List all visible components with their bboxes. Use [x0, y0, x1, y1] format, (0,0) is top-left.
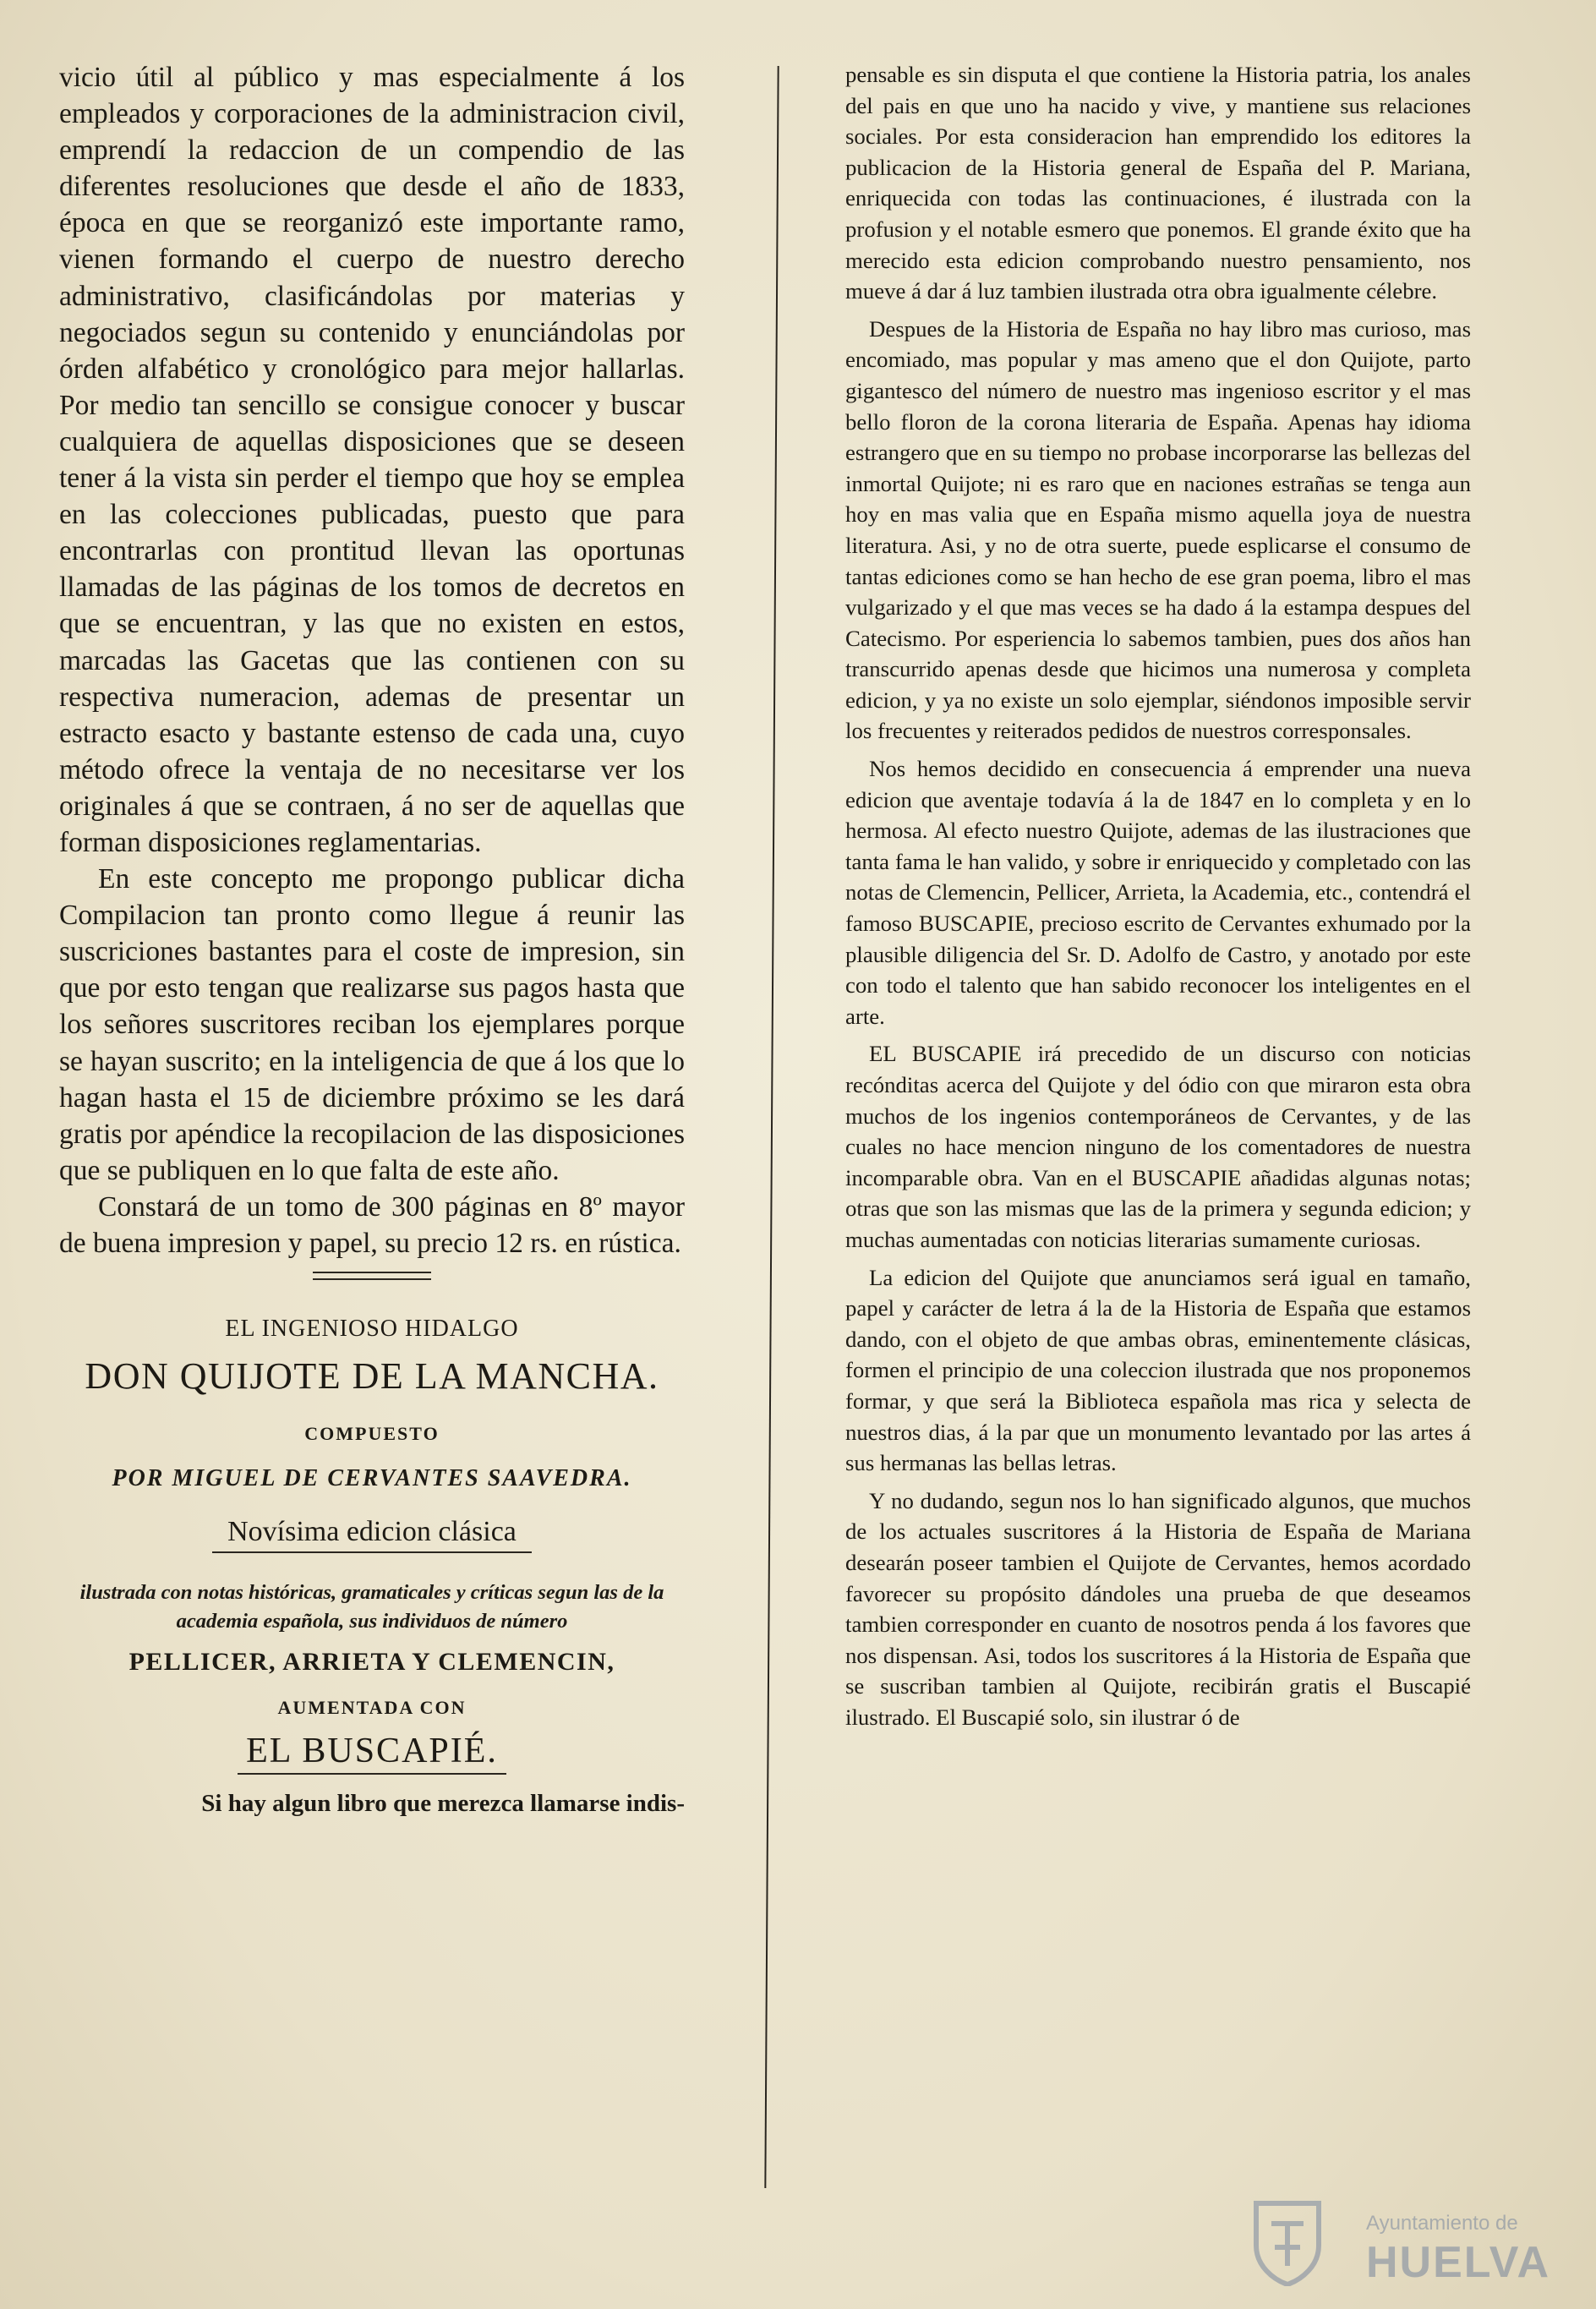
left-column	[59, 59, 685, 1818]
left-paragraph-3: Constará de un tomo de 300 páginas en 8º mayor de buena impresion y papel, su precio 12 rs. en rústica.	[59, 1190, 685, 1259]
right-paragraph-1: pensable es sin disputa el que contiene la Historia patria, los anales del pais en que uno ha nacido y vive, y mantiene sus relaciones sociales. Por esta consideracion han emprendido los editores la publicacion de la Historia general de España del P. Mariana, enriquecida con todas las continuaciones, é ilustrada con la profusion y el notable esmero que ponemos. El grande éxito que ha merecido esta edicion comprobando nuestro pensamiento, nos mueve á dar á luz tambien ilustrada otra obra igualmente célebre.	[845, 62, 1471, 304]
column-divider	[764, 66, 779, 2188]
right-paragraph-2: Despues de la Historia de España no hay libro mas curioso, mas encomiado, mas popular y mas ameno que el don Quijote, parto gigantesco del número de nuestro mas ingenioso escritor y el mas bello floron de la corona literaria de España. Apenas hay idioma estrangero que en su tiempo no probase incorporarse las bellezas del inmortal Quijote; ni es raro que en naciones estrañas se tenga aun hoy en mas valia que en España mismo aquella joya de nuestra literatura. Asi, y no de otra suerte, puede esplicarse el consumo de tantas ediciones como se han hecho de ese gran poema, libro el mas vulgarizado y el que mas veces se ha dado á la estampa despues del Catecismo. Por esperiencia lo sabemos tambien, pues dos años han transcurrido apenas desde que hicimos una numerosa y completa edicion, y ya no existe un solo ejemplar, siéndonos imposible servir los frecuentes y reiterados pedidos de nuestros corresponsales.	[845, 315, 1471, 744]
title-line-author: POR MIGUEL DE CERVANTES SAAVEDRA.	[112, 1465, 632, 1492]
right-paragraph-4: EL BUSCAPIE irá precedido de un discurso con noticias recónditas acerca del Quijote y del ódio con que miraron esta obra muchos de los ingenios contemporáneos de Cervantes, y de las cuales no hace mencion ninguno de los comentadores de nuestra incomparable obra. Van en el BUSCAPIE añadidas algunas notas; otras que son las mismas que las de la primera y segunda edicion; y muchas aumentadas con noticias literarias sumamente curiosas.	[845, 1041, 1471, 1252]
title-line-aumentada: AUMENTADA CON	[277, 1697, 467, 1719]
title-line-quijote: DON QUIJOTE DE LA MANCHA.	[85, 1355, 659, 1398]
watermark-line-1: Ayuntamiento de	[1366, 2212, 1518, 2235]
right-paragraph-3: Nos hemos decidido en consecuencia á emprender una nueva edicion que aventaje todavía á la de 1847 en lo completa y en lo hermosa. Al efecto nuestro Quijote, ademas de las ilustraciones que tanta fama le han valido, y sobre ir enriquecido y completado con las notas de Clemencin, Pellicer, Arrieta, la Academia, etc., contendrá el famoso BUSCAPIE, precioso escrito de Cervantes exhumado por la plausible diligencia del Sr. D. Adolfo de Castro, y anotado por este con todo el talento que han sabido reconocer los inteligentes en el arte.	[845, 756, 1471, 1029]
title-line-annotators: PELLICER, ARRIETA Y CLEMENCIN,	[128, 1648, 615, 1677]
right-paragraph-5: La edicion del Quijote que anunciamos será igual en tamaño, papel y carácter de letra á la de la Historia de España que estamos dando, con el objeto de que ambas obras, eminentemente clásicas, formen el principio de una coleccion ilustrada que nos proponemos formar, y que será la Biblioteca española mas rica y selecta de nuestros dias, á la par que un monumento levantado por las artes á sus hermanas las bellas letras.	[845, 1264, 1471, 1476]
right-column	[845, 59, 1471, 1732]
title-line-continuation: Si hay algun libro que merezca llamarse indis-	[201, 1790, 685, 1818]
section-divider	[313, 1272, 431, 1280]
shield-icon	[1251, 2198, 1324, 2286]
quijote-title-block	[59, 1316, 685, 1818]
left-paragraph-2: En este concepto me propongo publicar dicha Compilacion tan pronto como llegue á reunir las suscriciones bastantes para el coste de impresion, sin que por esto tengan que realizarse sus pagos hasta que los señores suscritores reciban los ejemplares porque se hayan suscrito; en la inteligencia de que á los que lo hagan hasta el 15 de diciembre próximo se les dará gratis por apéndice la recopilacion de las disposiciones que se publiquen en lo que falta de este año.	[59, 863, 685, 1186]
title-line-compuesto: COMPUESTO	[304, 1423, 440, 1445]
title-line-edition: Novísima edicion clásica	[212, 1516, 532, 1553]
ayuntamiento-watermark	[1251, 2198, 1551, 2291]
title-line-illustrated: ilustrada con notas históricas, gramaticales y críticas segun las de la academia española, sus individuos de número	[79, 1581, 664, 1633]
left-paragraph-1: vicio útil al público y mas especialmente á los empleados y corporaciones de la administracion civil, emprendí la redaccion de un compendio de las diferentes resoluciones que desde el año de 1833, época en que se reorganizó este importante ramo, vienen formando el cuerpo de nuestro derecho administrativo, clasificándolas por materias y negociados segun su contenido y enunciándolas por órden alfabético y cronológico para mejor hallarlas. Por medio tan sencillo se consigue conocer y buscar cualquiera de aquellas disposiciones que se deseen tener á la vista sin perder el tiempo que hoy se emplea en las colecciones publicadas, puesto que para encontrarlas con prontitud llevan las oportunas llamadas de las páginas de los tomos de decretos en que se encuentran, y las que no existen en estos, marcadas las Gacetas que las contienen con su respectiva numeracion, ademas de presentar un estracto esacto y bastante estenso de cada una, cuyo método ofrece la ventaja de no necesitarse ver los originales á que se contraen, á no ser de aquellas que forman disposiciones reglamentarias.	[59, 62, 685, 858]
watermark-line-2: HUELVA	[1366, 2238, 1551, 2287]
right-paragraph-6: Y no dudando, segun nos lo han significado algunos, que muchos de los actuales suscritores á la Historia de España de Mariana desearán poseer tambien el Quijote de Cervantes, hemos acordado favorecer su propósito dándoles una prueba de que deseamos tambien corresponder en cuanto de nosotros penda á los favores que nos dispensan. Asi, todos los suscritores á la Historia de España que se suscriban tambien al Quijote, recibirán gratis el Buscapié ilustrado. El Buscapié solo, sin ilustrar ó de	[845, 1487, 1471, 1730]
title-line-hidalgo: EL INGENIOSO HIDALGO	[225, 1316, 519, 1343]
title-line-buscapie: EL BUSCAPIÉ.	[238, 1731, 506, 1775]
